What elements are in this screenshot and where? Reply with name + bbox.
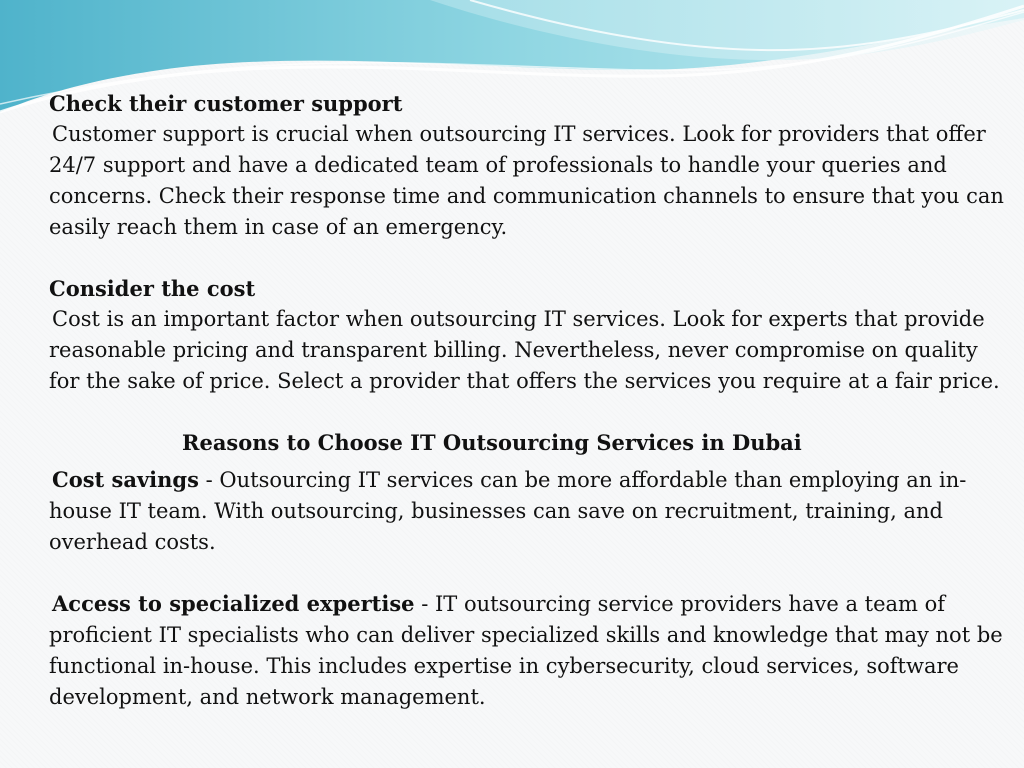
slide-content (49, 88, 1007, 713)
reason-separator: - (414, 592, 435, 616)
section-body: Customer support is crucial when outsourcing IT services. Look for providers that offer 24/7 support and have a dedicated team of professionals to handle your queries and concerns. Check their response time and communication channels to ensure that you can easily reach them in case of an emergency. (49, 122, 1004, 239)
section-heading: Check their customer support (49, 91, 403, 116)
reasons-title: Reasons to Choose IT Outsourcing Services in Dubai (182, 430, 802, 455)
reason-term: Cost savings (52, 467, 199, 492)
reason-item (49, 588, 1007, 713)
section-body: Cost is an important factor when outsourcing IT services. Look for experts that provide reasonable pricing and transparent billing. Nevertheless, never compromise on quality for the sake of price. Select a provider that offers the services you require at a fair price. (49, 307, 1000, 393)
reason-text: Outsourcing IT services can be more affordable than employing an in-house IT team. With outsourcing, businesses can save on recruitment, training, and overhead costs. (49, 468, 967, 554)
reason-term: Access to specialized expertise (52, 591, 415, 616)
reason-item (49, 464, 1007, 558)
reason-separator: - (198, 468, 220, 492)
reason-text: IT outsourcing service providers have a team of proficient IT specialists who can deliver specialized skills and knowledge that may not be functional in-house. This includes expertise in cybersecurity, cloud services, software development, and network management. (49, 592, 1003, 709)
section-heading: Consider the cost (49, 276, 256, 301)
